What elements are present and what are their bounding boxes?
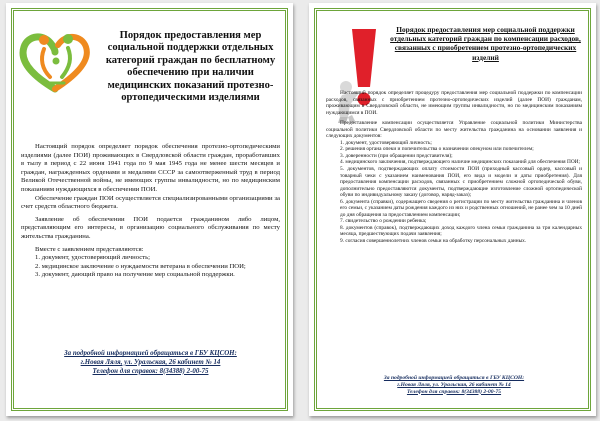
right-list-item: 6. документа (справки), содержащего сведения о регистрации по месту жительства гражданина и членов его семьи, с указанием даты рождения каждого из них и родственных отношений, не ранее чем за 10 дней до дня обращения за предоставлением компенсации; xyxy=(340,198,582,218)
left-page-title: Порядок предоставления мер социальной поддержки отдельных категорий граждан по бесплатному обеспечению при наличии медицинских показаний протезно-ортопедическими изделиями xyxy=(105,30,276,104)
right-page-title xyxy=(389,25,582,62)
right-contact-phone: Телефон для справок: 8(34388) 2-00-75 xyxy=(406,388,502,395)
right-leaflet-page xyxy=(309,3,596,416)
right-list-item: 3. доверенности (при обращении представителя); xyxy=(340,152,453,159)
right-page-title-text: Порядок предоставления мер социальной поддержки отдельных категорий граждан по компенсации расходов, связанных с приобретением протезно-ортопедических изделий xyxy=(390,25,581,62)
left-contact-address: г.Новая Ляля, ул. Уральская, 26 кабинет № 14 xyxy=(80,358,221,366)
right-list-item: 9. согласия совершеннолетних членов семьи на обработку персональных данных. xyxy=(340,238,527,245)
right-list-item: 4. медицинского заключения, подтверждающего наличие медицинских показаний для обеспечения ПОИ; xyxy=(340,159,581,166)
left-list-item: 2. медицинское заключение о нуждаемости ветерана в обеспечении ПОИ; xyxy=(35,262,246,270)
right-list-item: 1. документ, удостоверяющий личность; xyxy=(340,139,432,146)
left-contact-phone: Телефон для справок: 8(34388) 2-00-75 xyxy=(92,367,209,375)
right-list-item: 5. документов, подтверждающих оплату стоимости ПОИ (приходный кассовый ордер, кассовый и товарный чеки с указанием наименования ПОИ, его вида и модели и даты приобретения). Для предоставления компенсации расходов, связанных с приобретением сложной ортопедической обуви, дополнительно предоставляются документы, подтверждающие изготовление сложной ортопедической обуви по индивидуальному заказу (договор, наряд-заказ); xyxy=(340,166,582,199)
right-contact-info xyxy=(326,375,582,395)
right-list-item: 2. решения органа опеки и попечительства о назначении опекуном или попечителем; xyxy=(340,146,534,153)
left-contact-info xyxy=(21,350,280,376)
left-documents-lead: Вместе с заявлением представляются: xyxy=(35,245,144,253)
left-list-item: 3. документ, дающий право на получение мер социальной поддержки. xyxy=(35,271,235,279)
right-contact-address: г.Новая Ляля, ул. Уральская, 26 кабинет № 14 xyxy=(397,381,511,388)
hearts-family-logo-icon xyxy=(18,27,92,95)
right-body xyxy=(326,90,582,245)
right-intro-paragraph: Настоящий порядок определяет процедуру предоставления мер социальной поддержки по компенсации расходов, связанных с приобретением протезно-ортопедических изделий (далее ПОИ) гражданам, проживающим в Свердловской области, не имеющим группы инвалидности, но по медицинским показаниям нуждающимся в ПОИ. xyxy=(326,90,582,116)
left-list-item: 1. документ, удостоверяющий личность; xyxy=(35,254,151,262)
right-list-item: 8. документов (справок), подтверждающих доход каждого члена семьи гражданина за три календарных месяца, предшествующих подачи заявления; xyxy=(340,224,582,238)
left-leaflet-page xyxy=(6,3,293,416)
left-body xyxy=(21,143,280,280)
right-provider-paragraph: Предоставление компенсации осуществляется Управление социальной политики Министерства социальной политики Свердловской области по месту жительства гражданина на основании заявления и следующих документов: xyxy=(326,120,582,140)
right-list-item: 7. свидетельство о рождении ребенка; xyxy=(340,218,427,225)
left-provider-paragraph: Обеспечение граждан ПОИ осуществляется специализированными организациями за счет средств областного бюджета. xyxy=(21,194,280,211)
left-contact-heading: За подробной информацией обращаться в ГБУ КЦСОН: xyxy=(64,350,237,357)
left-application-paragraph: Заявление об обеспечении ПОИ подается гражданином либо лицом, представляющим его интересы, в организацию социального обслуживания по месту жительства гражданина. xyxy=(21,215,280,240)
left-intro-paragraph: Настоящий порядок определяет порядок обеспечения протезно-ортопедическими изделиями (далее ПОИ) проживающих в Свердловской области граждан, проработавших в тылу в период с 22 июня 1941 года по 9 мая 1945 года не менее шести месяцев и граждан, награжденных орденами и медалями СССР за самоотверженный труд в период Великой Отечественной войны, не имеющих группы инвалидности, но по медицинским показаниям нуждающихся в обеспечении ПОИ. xyxy=(21,143,280,193)
right-contact-heading: За подробной информацией обращаться в ГБУ КЦСОН: xyxy=(383,375,525,381)
